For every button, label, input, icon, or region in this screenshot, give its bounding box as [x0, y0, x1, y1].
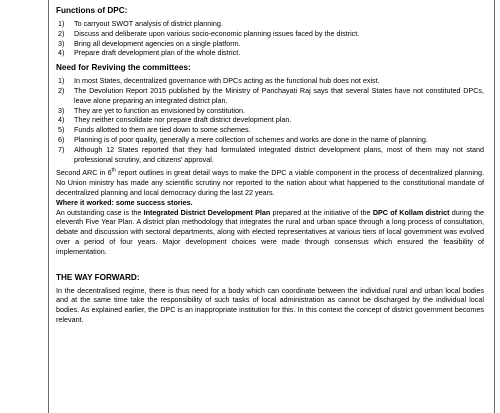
success-text-3: during the eleventh Five Year Plan. A district plan methodology that integrates the rural and urban space through a long process of consultation, debate and discussion with sectoral departments, along with elected representatives at various tiers of local government was evolved over a period of four years. Major development choices were made through consensus which ensured the feasibility of implementation. [56, 207, 484, 256]
item-number: 3) [58, 38, 65, 48]
success-paragraph [56, 208, 484, 257]
item-number: 2) [58, 85, 65, 95]
list-item [56, 115, 484, 125]
list-item [56, 135, 484, 145]
item-text: In most States, decentralized governance with DPCs acting as the functional hub does not exist. [74, 76, 380, 86]
list-item [56, 76, 484, 86]
list-item [56, 106, 484, 116]
item-text: Discuss and deliberate upon various socio-economic planning issues faced by the district. [74, 28, 360, 38]
list-item [56, 19, 484, 29]
item-text: The Devolution Report 2015 published by the Ministry of Panchayati Raj says that several States have not constituted DPCs, leave alone preparing an integrated district plan. [74, 85, 484, 105]
success-text-1: An outstanding case is the [56, 207, 144, 217]
item-number: 1) [58, 76, 65, 86]
list-item [56, 29, 484, 39]
item-text: Prepare draft development plan of the whole district. [74, 48, 241, 58]
item-text: Bring all development agencies on a single platform. [74, 38, 241, 48]
list-item [56, 48, 484, 58]
arc-text-rest: report outlines in great detail ways to make the DPC a viable component in the process of decentralized planning. No Union ministry has made any scientific scrutiny nor reported to the nation about what happened to the constitutional mandate of decentralized planning and local democracy during the last 22 years. [56, 168, 484, 197]
reviving-heading: Need for Reviving the committees: [56, 63, 191, 73]
item-text: They are yet to function as envisioned by constitution. [74, 105, 246, 115]
list-item [56, 125, 484, 135]
list-item [56, 145, 484, 165]
way-forward-paragraph: In the decentralised regime, there is thus need for a body which can coordinate between the individual rural and urban local bodies and at the same time take the responsibility of such tasks of local administration as cannot be discharged by the individual local bodies. As explained earlier, the DPC is an inappropriate institution for this. In this context the concept of district government becomes relevant. [56, 285, 484, 324]
item-number: 7) [58, 144, 65, 154]
ordinal-suffix: th [111, 167, 116, 174]
functions-list [56, 19, 484, 58]
idp-bold: Integrated District Development Plan [143, 207, 271, 217]
item-number: 1) [58, 19, 65, 28]
item-number: 6) [58, 134, 65, 144]
document-page [48, 0, 495, 413]
item-text: Planning is of poor quality, generally a mere collection of schemes and works are done in the name of planning. [74, 134, 428, 144]
reviving-list [56, 76, 484, 164]
item-text: Funds allotted to them are tied down to some schemes. [74, 125, 251, 135]
item-number: 4) [58, 48, 65, 58]
success-heading: Where it worked: some success stories. [56, 197, 193, 207]
list-item [56, 39, 484, 49]
item-number: 2) [58, 28, 65, 38]
functions-heading: Functions of DPC: [56, 6, 128, 15]
list-item [56, 86, 484, 106]
item-number: 3) [58, 105, 65, 115]
arc-text-start: Second ARC in 6 [56, 168, 112, 178]
arc-paragraph [56, 168, 484, 197]
kollam-bold: DPC of Kollam district [372, 207, 450, 217]
item-text: They neither consolidate nor prepare draft district development plan. [74, 115, 292, 125]
success-text-2: prepared at the initiative of the [270, 207, 373, 217]
item-number: 4) [58, 115, 65, 125]
item-number: 5) [58, 125, 65, 135]
item-text: To carryout SWOT analysis of district planning. [74, 19, 223, 28]
way-forward-heading: THE WAY FORWARD: [56, 272, 140, 282]
item-text: Although 12 States reported that they had formulated integrated district development plans, most of them may not stand professional scrutiny, and citizens' approval. [74, 144, 484, 164]
